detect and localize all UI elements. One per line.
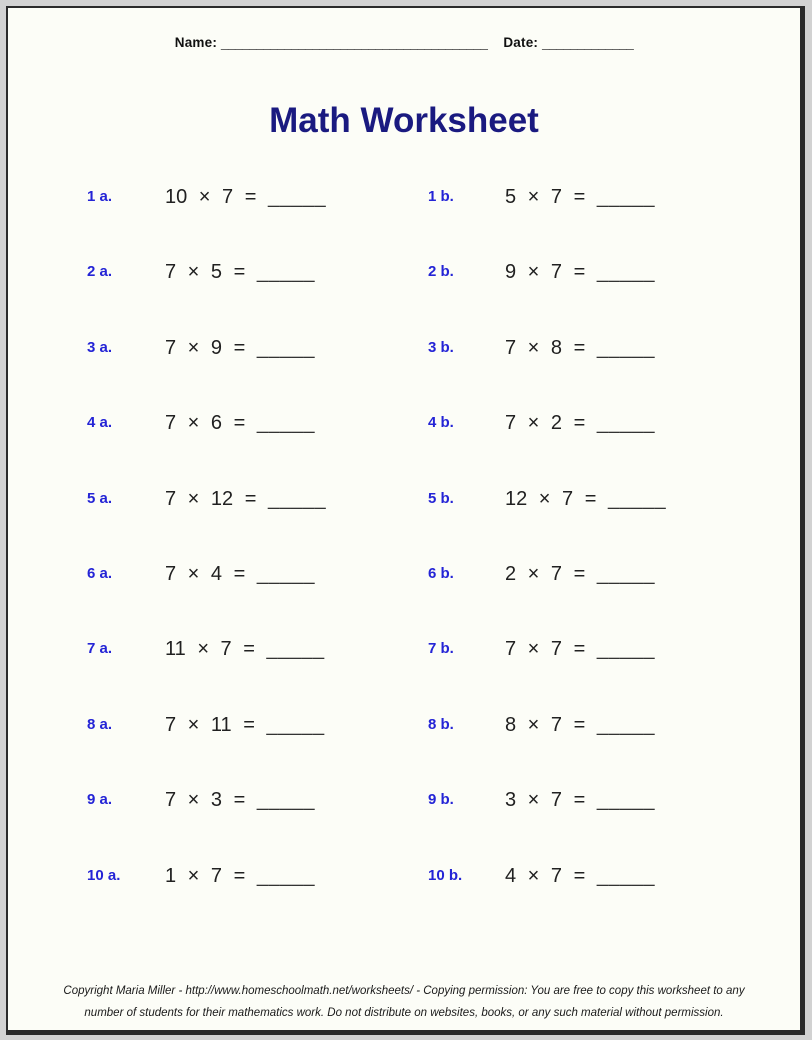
expression-text: 7 × 6 = <box>165 412 246 435</box>
problem-number: 3 b. <box>428 338 454 356</box>
expression-text: 8 × 7 = <box>505 713 586 736</box>
worksheet-page <box>6 6 805 1035</box>
answer-blank: _____ <box>256 562 315 585</box>
answer-blank: _____ <box>596 412 655 435</box>
problem-number: 9 b. <box>428 791 454 809</box>
problem-expression <box>165 185 326 209</box>
expression-text: 11 × 7 = <box>165 638 255 661</box>
problem-number: 6 b. <box>428 564 454 582</box>
answer-blank: _____ <box>596 186 655 208</box>
problem-expression <box>165 487 326 511</box>
problem-row <box>8 775 800 850</box>
answer-blank: _____ <box>596 638 655 661</box>
problem-expression <box>165 260 315 284</box>
date-label: Date: <box>503 35 539 50</box>
problems-grid <box>8 172 800 926</box>
problem-row <box>8 549 800 624</box>
problem-row <box>8 398 800 473</box>
problem-number: 6 a. <box>87 564 113 582</box>
problem-expression <box>505 185 655 209</box>
answer-blank: _____ <box>596 713 655 736</box>
problem-number: 1 b. <box>428 188 454 205</box>
expression-text: 7 × 9 = <box>165 336 246 359</box>
page-title: Math Worksheet <box>269 101 539 140</box>
expression-text: 9 × 7 = <box>505 261 586 284</box>
problem-row <box>8 700 800 775</box>
expression-text: 7 × 11 = <box>165 713 255 736</box>
problem-number: 2 a. <box>87 263 113 281</box>
footer-line-2: number of students for their mathematics work. Do not distribute on websites, books, or any such material without permission. <box>84 1007 724 1019</box>
problem-expression <box>505 336 655 360</box>
answer-blank: _____ <box>267 487 327 510</box>
problem-expression <box>505 637 655 661</box>
expression-text: 3 × 7 = <box>505 789 586 812</box>
problem-expression <box>505 487 666 511</box>
problem-number: 5 a. <box>87 489 113 507</box>
problem-expression <box>165 788 315 812</box>
problem-number: 2 b. <box>428 263 454 281</box>
problem-expression <box>165 336 315 360</box>
expression-text: 7 × 3 = <box>165 789 246 812</box>
problem-number: 5 b. <box>428 489 454 507</box>
problem-number: 9 a. <box>87 791 113 809</box>
expression-text: 7 × 4 = <box>165 562 246 585</box>
problem-expression <box>165 637 325 661</box>
problem-expression <box>505 562 655 586</box>
expression-text: 10 × 7 = <box>165 186 257 208</box>
expression-text: 1 × 7 = <box>165 864 246 887</box>
answer-blank: _____ <box>256 412 315 435</box>
problem-expression <box>165 562 315 586</box>
problem-expression <box>165 864 315 888</box>
expression-text: 7 × 8 = <box>505 336 586 359</box>
answer-blank: _____ <box>256 789 315 812</box>
problem-number: 7 b. <box>428 640 454 658</box>
problem-number: 4 a. <box>87 414 113 432</box>
problem-row <box>8 172 800 247</box>
answer-blank: _____ <box>596 261 655 284</box>
problem-number: 10 a. <box>87 866 121 884</box>
problem-row <box>8 474 800 549</box>
problem-expression <box>505 411 655 435</box>
problem-row <box>8 624 800 699</box>
problem-expression <box>165 713 325 737</box>
expression-text: 7 × 5 = <box>165 261 246 284</box>
answer-blank: _____ <box>256 261 315 284</box>
problem-number: 7 a. <box>87 640 113 658</box>
footer-line-1: Copyright Maria Miller - http://www.homeschoolmath.net/worksheets/ - Copying permission: You are free to copy this worksheet to any <box>63 985 745 997</box>
answer-blank: _____ <box>266 713 325 736</box>
expression-text: 2 × 7 = <box>505 562 586 585</box>
footer <box>8 980 800 1024</box>
problem-row <box>8 323 800 398</box>
answer-blank: _____ <box>256 864 315 887</box>
header <box>8 34 800 51</box>
date-fill-line: _____________ <box>542 35 634 50</box>
expression-text: 7 × 2 = <box>505 412 586 435</box>
problem-number: 8 a. <box>87 715 113 733</box>
expression-text: 4 × 7 = <box>505 864 586 887</box>
name-label: Name: <box>174 35 218 50</box>
problem-expression <box>505 260 655 284</box>
answer-blank: _____ <box>596 562 655 585</box>
problem-number: 3 a. <box>87 338 113 356</box>
answer-blank: _____ <box>266 638 325 661</box>
problem-row <box>8 851 800 926</box>
answer-blank: _____ <box>596 864 655 887</box>
problem-expression <box>505 713 655 737</box>
answer-blank: _____ <box>607 487 667 510</box>
expression-text: 7 × 12 = <box>165 487 257 510</box>
problem-number: 1 a. <box>87 188 113 205</box>
name-fill-line: ______________________________________ <box>221 35 488 50</box>
expression-text: 12 × 7 = <box>505 487 597 510</box>
problem-number: 4 b. <box>428 414 454 432</box>
answer-blank: _____ <box>267 186 327 208</box>
problem-number: 8 b. <box>428 715 454 733</box>
problem-row <box>8 247 800 322</box>
expression-text: 7 × 7 = <box>505 638 586 661</box>
answer-blank: _____ <box>596 789 655 812</box>
problem-number: 10 b. <box>428 866 463 884</box>
expression-text: 5 × 7 = <box>505 186 586 208</box>
problem-expression <box>165 411 315 435</box>
problem-expression <box>505 788 655 812</box>
answer-blank: _____ <box>256 336 315 359</box>
problem-expression <box>505 864 655 888</box>
answer-blank: _____ <box>596 336 655 359</box>
